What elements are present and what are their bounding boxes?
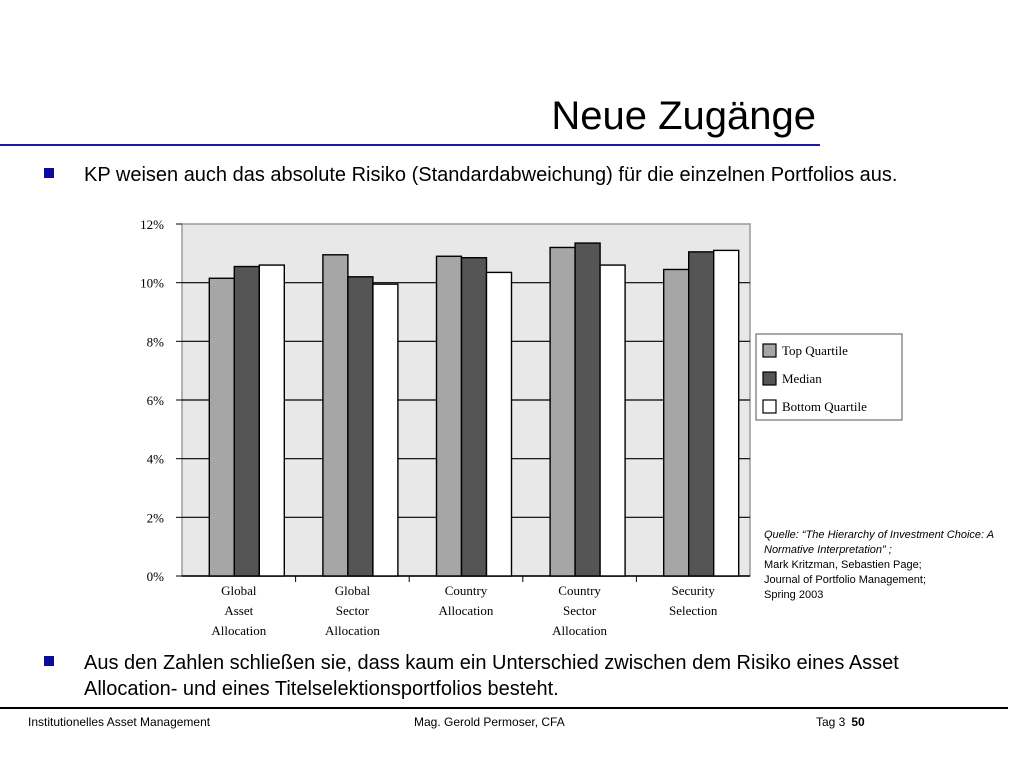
x-tick-label: Allocation [324, 623, 380, 638]
legend-label: Top Quartile [782, 343, 848, 358]
bar [373, 284, 398, 576]
x-tick-label: Sector [335, 603, 370, 618]
bar [714, 250, 739, 576]
footer-day: Tag 3 [816, 715, 846, 729]
legend-swatch [763, 400, 776, 413]
bullet-text-1: KP weisen auch das absolute Risiko (Standardabweichung) für die einzelnen Portfolios aus. [84, 164, 898, 186]
footer-divider [0, 707, 1008, 709]
x-tick-label: Allocation [552, 623, 608, 638]
bullet-square-icon [44, 656, 54, 666]
slide-title: Neue Zugänge [551, 94, 816, 138]
bar [550, 247, 575, 576]
source-citation [764, 528, 994, 603]
bar [689, 252, 714, 576]
footer-page-info [816, 714, 865, 730]
footer-course: Institutionelles Asset Management [28, 715, 211, 729]
bar [323, 255, 348, 576]
legend-swatch [763, 344, 776, 357]
x-tick-label: Global [334, 583, 371, 598]
y-tick-label: 2% [146, 510, 164, 526]
legend-label: Median [782, 371, 822, 386]
x-tick-label: Allocation [438, 603, 494, 618]
bar [209, 278, 234, 576]
bar [600, 265, 625, 576]
bullet-text-2: Aus den Zahlen schließen sie, dass kaum ein Unterschied zwischen dem Risiko eines Asset Allocation- und eines Titelselektionsportfolios besteht. [84, 652, 899, 700]
y-tick-label: 0% [146, 569, 164, 584]
x-tick-label: Asset [224, 603, 254, 618]
x-tick-label: Global [221, 583, 257, 598]
bar [664, 269, 689, 576]
bar [348, 277, 373, 576]
y-tick-label: 10% [140, 275, 164, 291]
bar [487, 272, 512, 576]
x-tick-label: Sector [562, 603, 597, 618]
source-label: Quelle: “The Hierarchy of Investment Choice: A Normative Interpretation” ; [764, 529, 994, 556]
y-tick-label: 4% [146, 451, 164, 467]
x-tick-label: Selection [669, 603, 718, 618]
bar [234, 267, 259, 576]
y-tick-label: 8% [146, 334, 164, 350]
bar [575, 243, 600, 576]
source-journal: Journal of Portfolio Management; [764, 574, 927, 586]
legend-swatch [763, 372, 776, 385]
x-tick-label: Allocation [211, 623, 267, 638]
source-date: Spring 2003 [764, 589, 824, 601]
page-number: 50 [851, 715, 865, 729]
y-tick-label: 12% [140, 217, 164, 232]
bar [437, 256, 462, 576]
bar [259, 265, 284, 576]
y-tick-label: 6% [146, 393, 164, 408]
bar [462, 258, 487, 576]
x-tick-label: Security [671, 583, 715, 598]
x-tick-label: Country [444, 583, 488, 598]
source-authors: Mark Kritzman, Sebastien Page; [764, 559, 922, 571]
legend-label: Bottom Quartile [782, 399, 867, 414]
x-tick-label: Country [558, 583, 601, 598]
footer-author: Mag. Gerold Permoser, CFA [414, 715, 565, 729]
